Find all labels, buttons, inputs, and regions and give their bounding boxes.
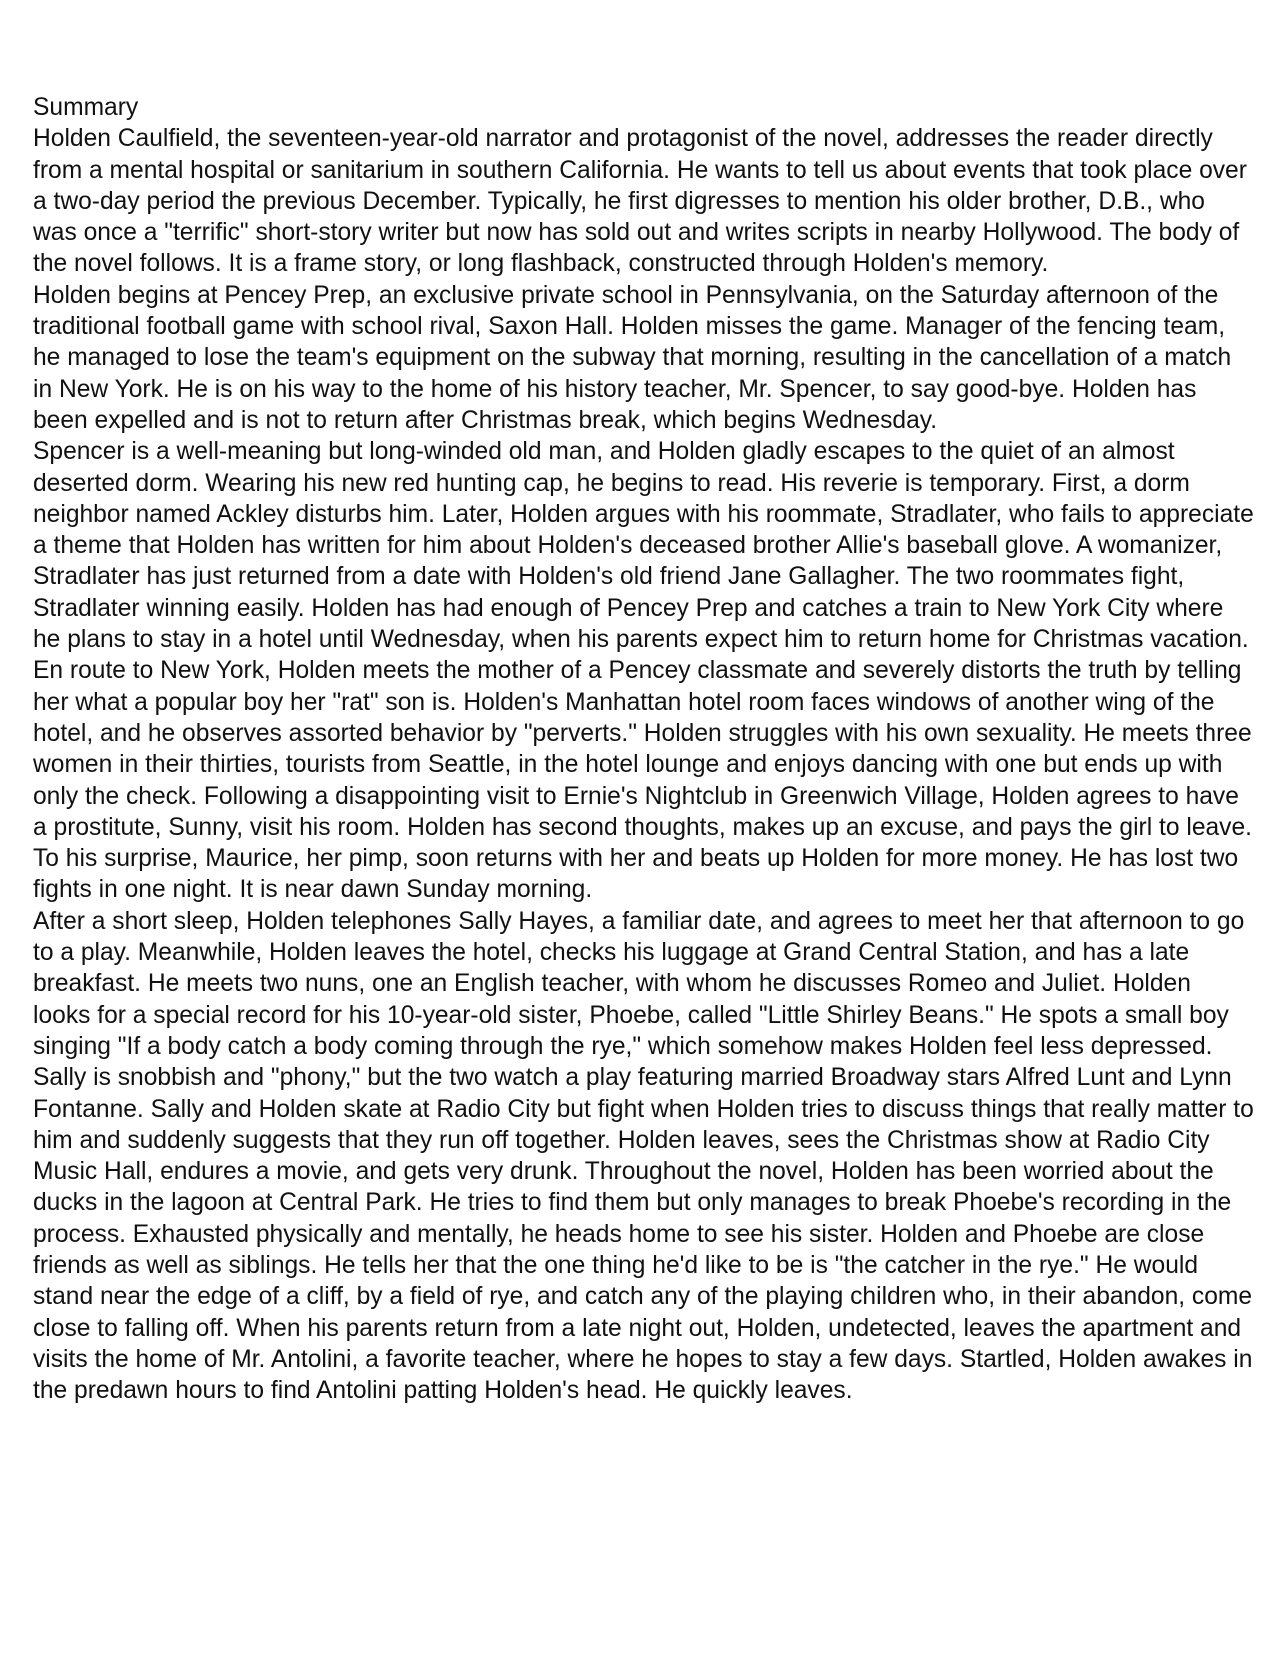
paragraph-4: After a short sleep, Holden telephones Sally Hayes, a familiar date, and agrees to meet her that afternoon to go to a play. Meanwhile, Holden leaves the hotel, checks his luggage at Grand Central Station, and has a late breakfast. He meets two nuns, one an English teacher, with whom he discusses Romeo and Juliet. Holden looks for a special record for his 10-year-old sister, Phoebe, called "Little Shirley Beans." He spots a small boy singing "If a body catch a body coming through the rye," which somehow makes Holden feel less depressed. — [33, 907, 1245, 1060]
document-page — [33, 92, 1255, 1406]
document-heading: Summary — [33, 94, 139, 121]
paragraph-1: Holden Caulfield, the seventeen-year-old narrator and protagonist of the novel, addresses the reader directly from a mental hospital or sanitarium in southern California. He wants to tell us about events that took place over a two-day period the previous December. Typically, he first digresses to mention his older brother, D.B., who was once a "terrific" short-story writer but now has sold out and writes scripts in nearby Hollywood. The body of the novel follows. It is a frame story, or long flashback, constructed through Holden's memory. — [33, 125, 1247, 278]
paragraph-5: Sally is snobbish and "phony," but the two watch a play featuring married Broadway stars Alfred Lunt and Lynn Fontanne. Sally and Holden skate at Radio City but fight when Holden tries to discuss things that really matter to him and suddenly suggests that they run off together. Holden leaves, sees the Christmas show at Radio City Music Hall, endures a movie, and gets very drunk. Throughout the novel, Holden has been worried about the ducks in the lagoon at Central Park. He tries to find them but only manages to break Phoebe's recording in the process. Exhausted physically and mentally, he heads home to see his sister. Holden and Phoebe are close friends as well as siblings. He tells her that the one thing he'd like to be is "the catcher in the rye." He would stand near the edge of a cliff, by a field of rye, and catch any of the playing children who, in their abandon, come close to falling off. When his parents return from a late night out, Holden, undetected, leaves the apartment and visits the home of Mr. Antolini, a favorite teacher, where he hopes to stay a few days. Startled, Holden awakes in the predawn hours to find Antolini patting Holden's head. He quickly leaves. — [33, 1064, 1254, 1405]
paragraph-3: Spencer is a well-meaning but long-winded old man, and Holden gladly escapes to the quiet of an almost deserted dorm. Wearing his new red hunting cap, he begins to read. His reverie is temporary. First, a dorm neighbor named Ackley disturbs him. Later, Holden argues with his roommate, Stradlater, who fails to appreciate a theme that Holden has written for him about Holden's deceased brother Allie's baseball glove. A womanizer, Stradlater has just returned from a date with Holden's old friend Jane Gallagher. The two roommates fight, Stradlater winning easily. Holden has had enough of Pencey Prep and catches a train to New York City where he plans to stay in a hotel until Wednesday, when his parents expect him to return home for Christmas vacation. En route to New York, Holden meets the mother of a Pencey classmate and severely distorts the truth by telling her what a popular boy her "rat" son is. Holden's Manhattan hotel room faces windows of another wing of the hotel, and he observes assorted behavior by "perverts." Holden struggles with his own sexuality. He meets three women in their thirties, tourists from Seattle, in the hotel lounge and enjoys dancing with one but ends up with only the check. Following a disappointing visit to Ernie's Nightclub in Greenwich Village, Holden agrees to have a prostitute, Sunny, visit his room. Holden has second thoughts, makes up an excuse, and pays the girl to leave. To his surprise, Maurice, her pimp, soon returns with her and beats up Holden for more money. He has lost two fights in one night. It is near dawn Sunday morning. — [33, 438, 1254, 904]
paragraph-2: Holden begins at Pencey Prep, an exclusive private school in Pennsylvania, on the Saturday afternoon of the traditional football game with school rival, Saxon Hall. Holden misses the game. Manager of the fencing team, he managed to lose the team's equipment on the subway that morning, resulting in the cancellation of a match in New York. He is on his way to the home of his history teacher, Mr. Spencer, to say good-bye. Holden has been expelled and is not to return after Christmas break, which begins Wednesday. — [33, 281, 1232, 434]
